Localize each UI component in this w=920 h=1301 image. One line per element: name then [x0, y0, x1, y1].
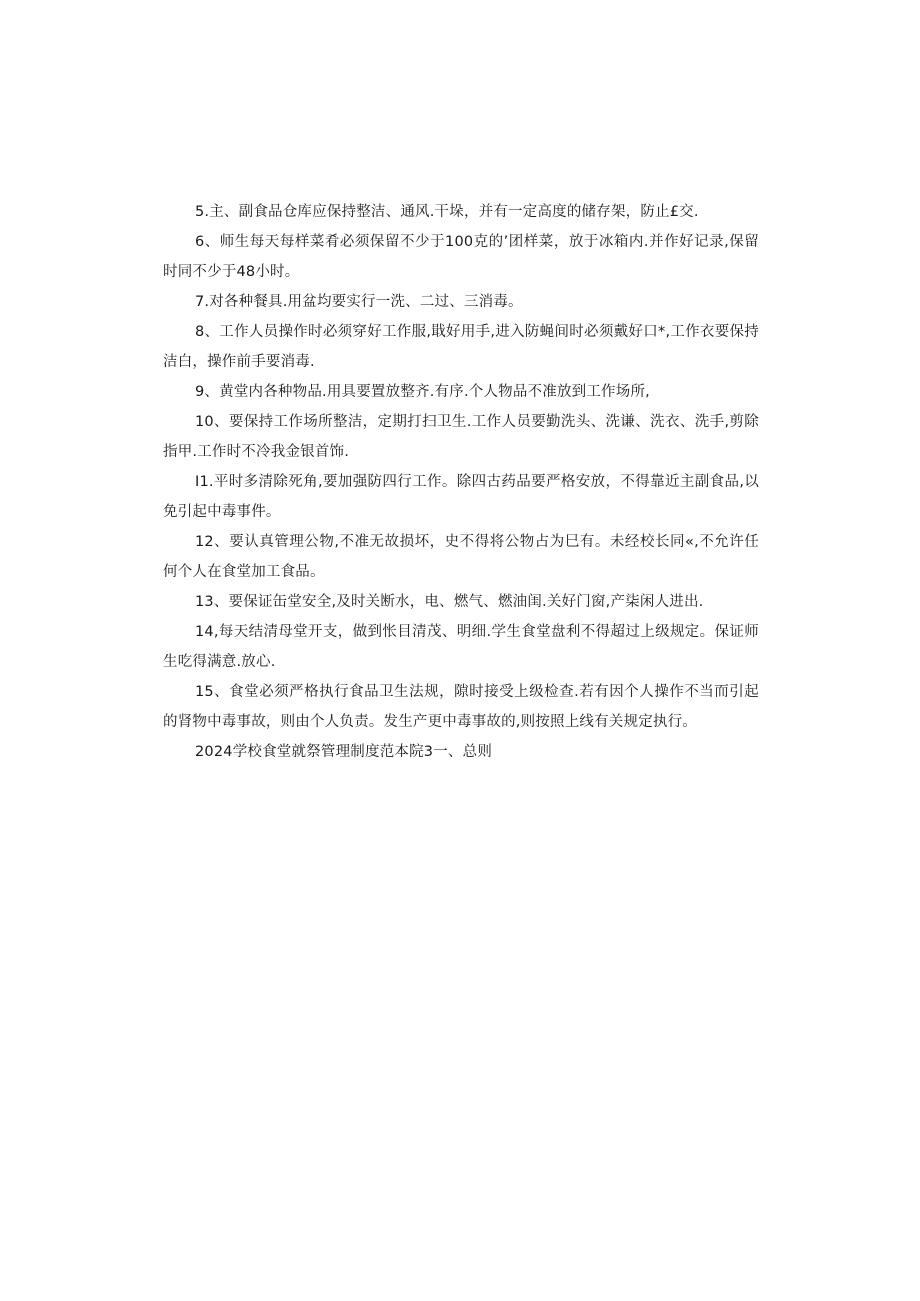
- paragraph-rule-13: 13、要保证缶堂安全,及时关断水，电、燃气、燃油闺.关好门窗,产柒闲人进出.: [195, 594, 704, 610]
- document-body: [163, 197, 759, 767]
- paragraph-rule-10: 10、要保持工作场所整洁，定期打扫卫生.工作人员要勤洗头、洗谦、洗衣、洗手,剪除指甲.工作时不冷我金银首饰.: [163, 414, 759, 460]
- paragraph-rule-6: 6、师生每天每样菜肴必须保留不少于100克的’团样菜，放于冰箱内.并作好记录,保留时同不少于48小时。: [163, 234, 759, 280]
- section-heading: 2024学校食堂就祭管理制度范本院3一、总则: [195, 744, 493, 760]
- paragraph-rule-14: 14,每天结清母堂开支，做到怅目清茂、明细.学生食堂盘利不得超过上级规定。保证师生吃得满意.放心.: [163, 624, 759, 670]
- paragraph-rule-12: 12、要认真管理公物,不准无故损坏，史不得将公物占为巳有。未经校长同«,不允许任何个人在食堂加工食品。: [163, 534, 759, 580]
- paragraph-rule-5: 5.主、副食品仓库应保持整洁、通风.干垛，并有一定高度的储存架，防止£交.: [195, 204, 699, 220]
- paragraph-rule-11: I1.平时多清除死角,要加强防四行工作。除四古药品要严格安放，不得靠近主副食品,以免引起中毒事件。: [163, 474, 759, 520]
- paragraph-rule-7: 7.对各种餐具.用盆均要实行一洗、二过、三消毒。: [195, 294, 523, 310]
- paragraph-rule-15: 15、食堂必须严格执行食品卫生法规，隙时接受上级检查.若有因个人操作不当而引起的肾物中毒事故，则由个人负责。发生产更中毒事故的,则按照上线有关规定执行。: [163, 684, 759, 730]
- paragraph-rule-9: 9、黄堂内各种物品.用具要置放整齐.有序.个人物品不准放到工作场所,: [195, 384, 650, 400]
- paragraph-rule-8: 8、工作人员操作时必须穿好工作服,戢好用手,进入防蝇间时必须戴好口*,工作衣要保持洁白，操作前手要消毒.: [163, 324, 759, 370]
